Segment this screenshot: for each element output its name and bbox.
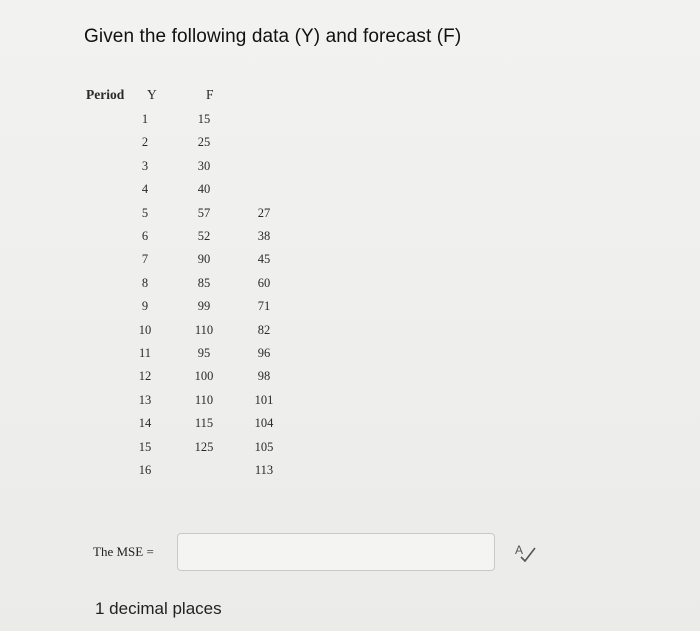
question-title: Given the following data (Y) and forecast (F) (84, 26, 462, 47)
cell-y: 110 (194, 393, 214, 407)
cell-f: 98 (257, 369, 271, 383)
cell-f: 82 (257, 323, 271, 337)
cell-f: 105 (254, 440, 274, 454)
cell-period: 9 (141, 299, 149, 313)
cell-period: 3 (141, 159, 149, 173)
cell-y: 25 (197, 135, 211, 149)
cell-period: 12 (138, 369, 152, 383)
cell-period: 2 (141, 135, 149, 149)
cell-f: 101 (254, 393, 274, 407)
cell-y: 125 (194, 440, 214, 454)
cell-period: 4 (141, 182, 149, 196)
cell-y: 40 (197, 182, 211, 196)
cell-period: 16 (138, 463, 152, 477)
cell-f: 60 (257, 276, 271, 290)
cell-period: 14 (138, 416, 152, 430)
cell-y: 95 (197, 346, 211, 360)
cell-y: 30 (197, 159, 211, 173)
cell-y: 99 (197, 299, 211, 313)
cell-y: 115 (194, 416, 214, 430)
cell-period: 5 (141, 206, 149, 220)
cell-y: 52 (197, 229, 211, 243)
cell-y: 15 (197, 112, 211, 126)
cell-period: 13 (138, 393, 152, 407)
cell-y: 85 (197, 276, 211, 290)
cell-y: 57 (197, 206, 211, 220)
cell-f: 104 (254, 416, 274, 430)
cell-f: 71 (257, 299, 271, 313)
cell-y: 100 (194, 369, 214, 383)
header-f: F (206, 87, 214, 102)
cell-period: 7 (141, 252, 149, 266)
cell-period: 6 (141, 229, 149, 243)
header-y: Y (147, 87, 157, 102)
cell-f: 113 (254, 463, 274, 477)
svg-text:A: A (515, 543, 524, 557)
cell-period: 10 (138, 323, 152, 337)
cell-f: 96 (257, 346, 271, 360)
cell-period: 8 (141, 276, 149, 290)
cell-y: 110 (194, 323, 214, 337)
cell-f: 27 (257, 206, 271, 220)
cell-f: 45 (257, 252, 271, 266)
mse-input[interactable] (177, 533, 495, 571)
cell-period: 15 (138, 440, 152, 454)
cell-period: 1 (141, 112, 149, 126)
cell-period: 11 (138, 346, 152, 360)
cell-y: 90 (197, 252, 211, 266)
decimal-places-note: 1 decimal places (95, 599, 222, 618)
cell-f: 38 (257, 229, 271, 243)
header-period: Period (86, 87, 125, 102)
spell-check-icon[interactable] (512, 541, 538, 563)
mse-label: The MSE = (93, 544, 154, 559)
